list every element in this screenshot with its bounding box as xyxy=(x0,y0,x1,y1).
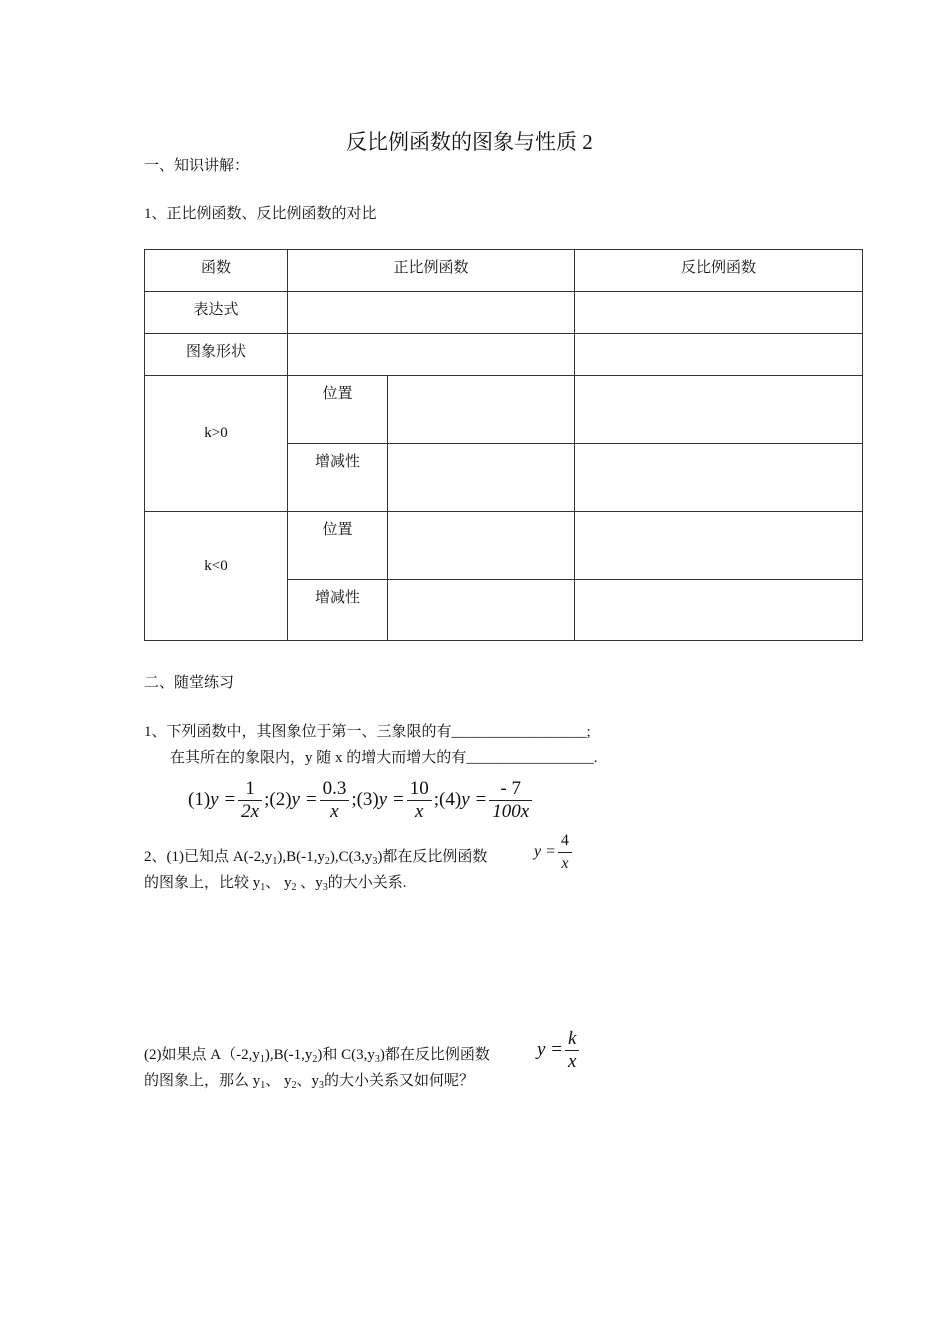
formula-2-denominator: x xyxy=(330,801,339,822)
q2a-l2-d: 的大小关系. xyxy=(327,875,407,891)
q2b-l2-d: 的大小关系又如何呢？ xyxy=(324,1073,475,1089)
header-direct-proportion: 正比例函数 xyxy=(288,250,575,292)
k-negative-monotonicity-label: 增减性 xyxy=(288,580,388,641)
q2b-sub-3: 3 xyxy=(374,1054,380,1065)
q2b-text-a: (2)如果点 A（-2,y xyxy=(144,1047,260,1063)
section-2-heading: 二、随堂练习 xyxy=(144,675,235,691)
q2a-formula-y: y = xyxy=(534,843,556,861)
q2b-formula-fraction xyxy=(565,1028,579,1073)
page-title: 反比例函数的图象与性质 2 xyxy=(346,130,593,154)
formula-3-y: y = xyxy=(378,788,405,810)
question-2a-line-2 xyxy=(144,871,407,893)
q2b-formula-numerator: k xyxy=(565,1028,579,1051)
q2b-l2-a: 的图象上，那么 y xyxy=(144,1073,261,1089)
q2a-formula xyxy=(534,830,574,875)
q2a-formula-numerator: 4 xyxy=(558,830,572,853)
formula-4-prefix: ;(4) xyxy=(433,788,462,810)
q2b-text-b: ),B(-1,y xyxy=(264,1047,313,1063)
formula-1-prefix: (1) xyxy=(188,788,211,810)
q2b-text-c: )和 C(3,y xyxy=(317,1047,375,1063)
cell-inverse-shape xyxy=(575,334,863,376)
formula-1-denominator: 2x xyxy=(241,801,260,822)
cell-inverse-kpos-monotonicity xyxy=(575,444,863,512)
k-positive-monotonicity-label: 增减性 xyxy=(288,444,388,512)
row-k-positive-label: k>0 xyxy=(145,376,288,512)
formula-3-numerator: 10 xyxy=(407,778,432,801)
row-expression-label: 表达式 xyxy=(145,292,288,334)
q2a-sub-3: 3 xyxy=(372,856,378,867)
q2b-sub-2: 2 xyxy=(312,1054,318,1065)
cell-direct-expression xyxy=(288,292,575,334)
comparison-table xyxy=(144,249,863,641)
q2a-l2-sub-3: 3 xyxy=(322,882,328,893)
cell-direct-kpos-monotonicity xyxy=(388,444,575,512)
formula-1-y: y = xyxy=(210,788,237,810)
cell-direct-shape xyxy=(288,334,575,376)
formula-2-numerator: 0.3 xyxy=(320,778,350,801)
formula-3-fraction xyxy=(407,778,432,823)
q2b-l2-sub-2: 2 xyxy=(291,1080,297,1091)
q2a-l2-a: 的图象上，比较 y xyxy=(144,875,261,891)
formula-4-fraction xyxy=(489,778,532,823)
q2b-l2-sub-1: 1 xyxy=(260,1080,266,1091)
section-1-item: 1、正比例函数、反比例函数的对比 xyxy=(144,206,377,222)
q2b-l2-b: 、 y xyxy=(265,1073,292,1089)
q2a-text-c: ),C(3,y xyxy=(329,849,373,865)
formula-1-fraction xyxy=(238,778,262,823)
cell-inverse-kpos-position xyxy=(575,376,863,444)
formula-2-y: y = xyxy=(291,788,318,810)
cell-inverse-kneg-position xyxy=(575,512,863,580)
k-positive-position-label: 位置 xyxy=(288,376,388,444)
question-2a-line-1 xyxy=(144,845,487,867)
q2a-sub-2: 2 xyxy=(324,856,330,867)
formula-1-numerator: 1 xyxy=(238,778,262,801)
q2b-l2-c: 、y xyxy=(296,1073,320,1089)
q2b-formula xyxy=(537,1028,581,1073)
question-1-formulas xyxy=(188,778,534,823)
formula-4-y: y = xyxy=(461,788,488,810)
cell-direct-kneg-position xyxy=(388,512,575,580)
cell-inverse-kneg-monotonicity xyxy=(575,580,863,641)
question-2b-line-2 xyxy=(144,1069,474,1091)
cell-direct-kneg-monotonicity xyxy=(388,580,575,641)
formula-4-denominator: 100x xyxy=(492,801,530,822)
header-inverse-proportion: 反比例函数 xyxy=(575,250,863,292)
q2b-sub-1: 1 xyxy=(259,1054,265,1065)
row-shape-label: 图象形状 xyxy=(145,334,288,376)
formula-3-prefix: ;(3) xyxy=(351,788,379,810)
q2a-formula-denominator: x xyxy=(561,855,569,872)
header-function: 函数 xyxy=(145,250,288,292)
formula-2-prefix: ;(2) xyxy=(264,788,292,810)
formula-2-fraction xyxy=(320,778,350,823)
q2a-l2-c: 、y xyxy=(296,875,323,891)
q2b-formula-y: y = xyxy=(537,1038,564,1060)
question-1-line-2: 在其所在的象限内，y 随 x 的增大而增大的有_________________. xyxy=(170,750,598,766)
q2b-l2-sub-3: 3 xyxy=(319,1080,325,1091)
row-k-negative-label: k<0 xyxy=(145,512,288,641)
q2a-formula-fraction xyxy=(558,830,572,875)
question-1-line-1: 1、下列函数中，其图象位于第一、三象限的有__________________; xyxy=(144,724,591,740)
q2a-l2-sub-2: 2 xyxy=(291,882,297,893)
q2a-text-b: ),B(-1,y xyxy=(277,849,325,865)
q2a-sub-1: 1 xyxy=(272,856,278,867)
cell-direct-kpos-position xyxy=(388,376,575,444)
question-2b-line-1 xyxy=(144,1043,490,1065)
formula-4-numerator: - 7 xyxy=(489,778,532,801)
k-negative-position-label: 位置 xyxy=(288,512,388,580)
q2a-l2-sub-1: 1 xyxy=(260,882,266,893)
cell-inverse-expression xyxy=(575,292,863,334)
q2b-formula-denominator: x xyxy=(568,1051,577,1072)
section-1-heading: 一、知识讲解： xyxy=(144,158,250,174)
q2a-text-d: )都在反比例函数 xyxy=(377,849,488,865)
q2b-text-d: )都在反比例函数 xyxy=(379,1047,490,1063)
q2a-l2-b: 、 y xyxy=(265,875,292,891)
formula-3-denominator: x xyxy=(415,801,424,822)
q2a-text-a: 2、(1)已知点 A(-2,y xyxy=(144,849,273,865)
